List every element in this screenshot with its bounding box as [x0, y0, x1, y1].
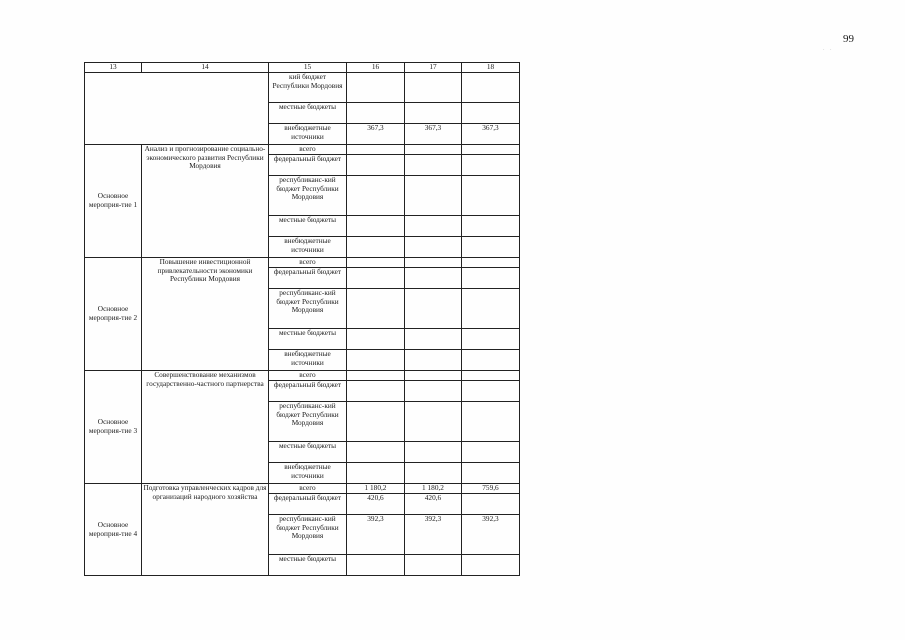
funding-source: федеральный бюджет — [269, 268, 347, 289]
value-col-17 — [405, 216, 462, 237]
value-col-16 — [347, 103, 405, 124]
value-col-16 — [347, 329, 405, 350]
header-cell-16: 16 — [347, 63, 405, 73]
value-col-16 — [347, 463, 405, 484]
funding-source: всего — [269, 484, 347, 494]
table-row — [85, 258, 520, 268]
value-col-17 — [405, 329, 462, 350]
header-cell-17: 17 — [405, 63, 462, 73]
funding-source: местные бюджеты — [269, 216, 347, 237]
header-cell-18: 18 — [462, 63, 520, 73]
header-cell-14: 14 — [142, 63, 269, 73]
value-col-16 — [347, 176, 405, 216]
value-col-18 — [462, 289, 520, 329]
continuation-blank-cell — [85, 73, 269, 145]
value-col-16: 392,3 — [347, 515, 405, 555]
page-number: 99 — [843, 33, 854, 45]
funding-source: федеральный бюджет — [269, 494, 347, 515]
value-col-16 — [347, 155, 405, 176]
value-col-16 — [347, 216, 405, 237]
value-col-16 — [347, 442, 405, 463]
value-col-18 — [462, 371, 520, 381]
funding-source: местные бюджеты — [269, 555, 347, 576]
measure-title: Совершенствование механизмов государственно-частного партнерства — [142, 371, 269, 484]
measure-label: Основное мероприя-тие 1 — [85, 145, 142, 258]
value-col-17 — [405, 371, 462, 381]
value-col-17: 392,3 — [405, 515, 462, 555]
value-col-17 — [405, 237, 462, 258]
value-col-16 — [347, 258, 405, 268]
value-col-17 — [405, 103, 462, 124]
value-col-16: 420,6 — [347, 494, 405, 515]
value-col-17 — [405, 350, 462, 371]
value-col-18 — [462, 176, 520, 216]
funding-source: кий бюджет Республики Мордовия — [269, 73, 347, 103]
value-col-18 — [462, 555, 520, 576]
value-col-16 — [347, 268, 405, 289]
funding-source: местные бюджеты — [269, 442, 347, 463]
value-col-16: 367,3 — [347, 124, 405, 145]
value-col-18 — [462, 73, 520, 103]
measure-title: Повышение инвестиционной привлекательности экономики Республики Мордовия — [142, 258, 269, 371]
funding-source: федеральный бюджет — [269, 155, 347, 176]
value-col-16 — [347, 555, 405, 576]
value-col-18 — [462, 103, 520, 124]
value-col-17: 420,6 — [405, 494, 462, 515]
value-col-17 — [405, 555, 462, 576]
funding-source: федеральный бюджет — [269, 381, 347, 402]
value-col-16 — [347, 73, 405, 103]
header-cell-15: 15 — [269, 63, 347, 73]
value-col-17 — [405, 442, 462, 463]
value-col-16 — [347, 289, 405, 329]
funding-source: местные бюджеты — [269, 329, 347, 350]
measure-label: Основное мероприя-тие 4 — [85, 484, 142, 576]
value-col-17 — [405, 381, 462, 402]
value-col-16 — [347, 237, 405, 258]
measure-title: Подготовка управленческих кадров для организаций народного хозяйства — [142, 484, 269, 576]
value-col-18 — [462, 402, 520, 442]
value-col-18 — [462, 350, 520, 371]
value-col-17 — [405, 145, 462, 155]
funding-source: всего — [269, 371, 347, 381]
value-col-16 — [347, 145, 405, 155]
value-col-18: 759,6 — [462, 484, 520, 494]
value-col-18: 392,3 — [462, 515, 520, 555]
value-col-17 — [405, 155, 462, 176]
funding-source: внебюджетные источники — [269, 237, 347, 258]
header-cell-13: 13 — [85, 63, 142, 73]
value-col-18 — [462, 268, 520, 289]
funding-source: республиканс-кий бюджет Республики Мордовия — [269, 289, 347, 329]
funding-source: республиканс-кий бюджет Республики Мордовия — [269, 402, 347, 442]
value-col-18: 367,3 — [462, 124, 520, 145]
value-col-16 — [347, 371, 405, 381]
value-col-18 — [462, 258, 520, 268]
table-row — [85, 371, 520, 381]
value-col-17 — [405, 289, 462, 329]
value-col-17: 367,3 — [405, 124, 462, 145]
header-row — [85, 63, 520, 73]
value-col-17 — [405, 73, 462, 103]
value-col-18 — [462, 381, 520, 402]
value-col-17 — [405, 463, 462, 484]
budget-table — [84, 62, 520, 576]
value-col-18 — [462, 463, 520, 484]
table-row — [85, 145, 520, 155]
value-col-17 — [405, 176, 462, 216]
value-col-18 — [462, 216, 520, 237]
value-col-17 — [405, 268, 462, 289]
table-row — [85, 484, 520, 494]
value-col-16 — [347, 350, 405, 371]
value-col-16 — [347, 381, 405, 402]
value-col-18 — [462, 442, 520, 463]
funding-source: внебюджетные источники — [269, 463, 347, 484]
value-col-18 — [462, 237, 520, 258]
value-col-17: 1 180,2 — [405, 484, 462, 494]
value-col-16: 1 180,2 — [347, 484, 405, 494]
value-col-18 — [462, 145, 520, 155]
value-col-17 — [405, 402, 462, 442]
measure-label: Основное мероприя-тие 3 — [85, 371, 142, 484]
funding-source: внебюджетные источники — [269, 124, 347, 145]
funding-source: республиканс-кий бюджет Республики Мордовия — [269, 515, 347, 555]
table-row — [85, 73, 520, 103]
funding-source: местные бюджеты — [269, 103, 347, 124]
funding-source: всего — [269, 145, 347, 155]
value-col-18 — [462, 494, 520, 515]
measure-label: Основное мероприя-тие 2 — [85, 258, 142, 371]
stray-mark: . . — [823, 46, 834, 52]
measure-title: Анализ и прогнозирование социально-экономического развития Республики Мордовия — [142, 145, 269, 258]
value-col-18 — [462, 329, 520, 350]
value-col-16 — [347, 402, 405, 442]
funding-source: республиканс-кий бюджет Республики Мордовия — [269, 176, 347, 216]
value-col-18 — [462, 155, 520, 176]
funding-source: внебюджетные источники — [269, 350, 347, 371]
value-col-17 — [405, 258, 462, 268]
funding-source: всего — [269, 258, 347, 268]
